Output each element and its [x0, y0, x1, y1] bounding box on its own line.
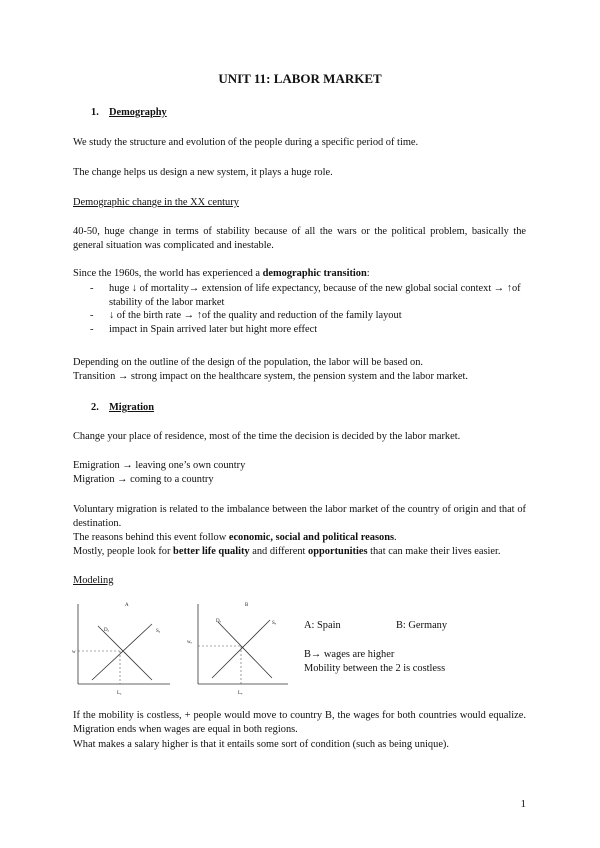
- bullet-dash: -: [90, 283, 94, 294]
- text: that can make their lives easier.: [367, 546, 501, 557]
- diagram-a-supply-curve: [92, 624, 152, 680]
- text: The reasons behind this event follow: [73, 532, 229, 543]
- list-item-text: ↓ of the birth rate → ↑of the quality and reduction of the family layout: [109, 310, 402, 322]
- note-mobility: Mobility between the 2 is costless: [304, 663, 446, 674]
- page-number: 1: [520, 798, 526, 810]
- paragraph: Voluntary migration is related to the imbalance between the labor market of the country of origin and that of destination.: [73, 504, 526, 529]
- bold-term: demographic transition: [262, 268, 367, 279]
- diagram-b-label: B: [245, 603, 249, 608]
- bold-term: opportunities: [308, 546, 368, 557]
- supply-demand-diagram-a: [70, 596, 174, 705]
- diagram-b-supply-curve: [212, 620, 270, 678]
- paragraph: Change your place of residence, most of the time the decision is decided by the labor market.: [73, 431, 461, 442]
- list-item: [73, 323, 533, 337]
- section-title: Demography: [109, 107, 167, 118]
- diagram-b-svg: [188, 596, 292, 700]
- paragraph: [73, 267, 526, 281]
- diagram-a-qty-label: Lₐ: [117, 691, 122, 696]
- supply-demand-diagram-b: [188, 596, 292, 705]
- paragraph: [73, 545, 543, 559]
- diagram-a-supply-label: Sₐ: [156, 629, 161, 634]
- bold-term: better life quality: [173, 546, 250, 557]
- paragraph: We study the structure and evolution of the people during a specific period of time.: [73, 137, 419, 148]
- diagram-b-supply-label: Sₑ: [272, 621, 277, 626]
- list-item: [73, 282, 533, 309]
- bullet-dash: -: [90, 323, 94, 335]
- diagram-b-qty-label: Lₑ: [238, 691, 243, 696]
- diagram-b-demand-curve: [218, 622, 272, 678]
- bold-term: economic, social and political reasons: [228, 532, 395, 543]
- text: .: [394, 532, 397, 543]
- subheading-modeling: Modeling: [73, 575, 114, 586]
- text: Since the 1960s, the world has experienced a: [73, 268, 263, 279]
- bullet-dash: -: [90, 310, 94, 322]
- bullet-list: [73, 282, 533, 336]
- diagram-a-svg: [70, 596, 174, 700]
- text: Mostly, people look for: [73, 546, 174, 557]
- paragraph: Emigration → leaving one’s own country: [73, 460, 246, 471]
- section-heading-demography: [91, 106, 167, 120]
- diagram-b-demand-label: Dₑ: [216, 619, 221, 624]
- paragraph: Migration → coming to a country: [73, 474, 214, 485]
- section-heading-migration: [91, 401, 154, 415]
- paragraph: The change helps us design a new system, it plays a huge role.: [73, 167, 333, 178]
- list-item: [73, 309, 533, 323]
- note-wages: B→ wages are higher: [304, 649, 395, 660]
- diagram-a-demand-curve: [98, 626, 152, 680]
- section-number: 2.: [91, 402, 99, 413]
- subheading: Demographic change in the XX century: [73, 197, 239, 208]
- page-title: UNIT 11: LABOR MARKET: [218, 71, 382, 86]
- section-title: Migration: [109, 402, 155, 413]
- legend-a: A: Spain: [304, 620, 341, 631]
- legend-b: B: Germany: [396, 620, 448, 631]
- text: and different: [249, 546, 309, 557]
- paragraph: Depending on the outline of the design of the population, the labor will be based on.: [73, 357, 424, 368]
- paragraph: 40-50, huge change in terms of stability because of all the wars or the political problem, basically the general situation was complicated and inestable.: [73, 226, 526, 251]
- paragraph: What makes a salary higher is that it entails some sort of condition (such as being unique).: [73, 739, 449, 750]
- list-item-text: huge ↓ of mortality→ extension of life expectancy, because of the new global social context → ↑of stability of the labor market: [109, 283, 521, 308]
- paragraph: [73, 531, 526, 545]
- diagram-a-demand-label: Dₐ: [104, 628, 109, 633]
- paragraph: Transition → strong impact on the healthcare system, the pension system and the labor market.: [73, 371, 468, 382]
- list-item-text: impact in Spain arrived later but hight more effect: [109, 323, 318, 335]
- diagram-b-wage-label: wₑ: [187, 640, 192, 645]
- diagram-a-wage-label: w: [72, 650, 76, 655]
- paragraph: If the mobility is costless, + people would move to country B, the wages for both countries would equalize. Migration ends when wages are equal in both regions.: [73, 710, 526, 735]
- diagram-a-label: A: [125, 603, 129, 608]
- section-number: 1.: [91, 107, 99, 118]
- text: :: [366, 268, 370, 279]
